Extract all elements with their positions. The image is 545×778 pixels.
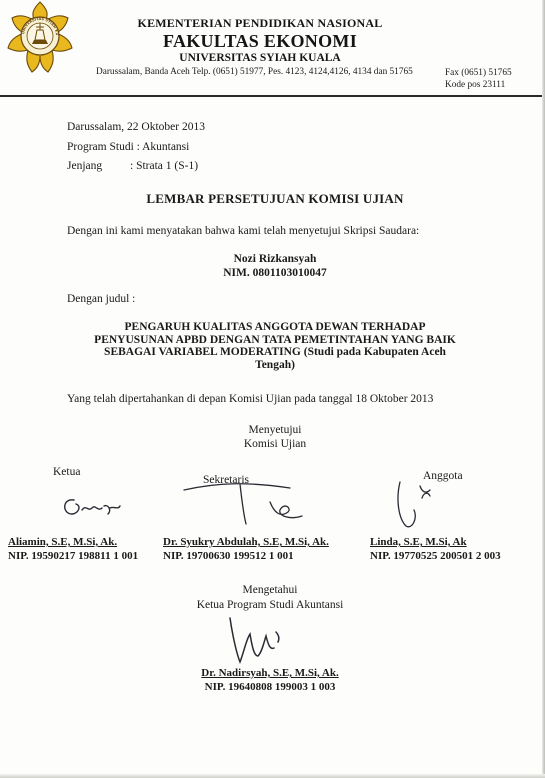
faculty-heading: FAKULTAS EKONOMI — [163, 31, 357, 51]
judul-label: Dengan judul : — [67, 293, 136, 305]
program-head-nip: NIP. 19640808 199003 1 003 — [204, 681, 336, 693]
thesis-title-line: PENYUSUNAN APBD DENGAN TATA PEMETINTAHAN YANG BAIK — [94, 333, 456, 346]
program-head-signature — [210, 612, 290, 668]
member-name: Linda, S.E, M.Si, Ak — [370, 536, 467, 548]
secretary-signature — [180, 472, 330, 532]
program-head-name: Dr. Nadirsyah, S.E, M.Si, Ak. — [201, 667, 339, 679]
secretary-name: Dr. Syukry Abdulah, S.E, M.Si, Ak. — [163, 536, 329, 548]
intro-text: Dengan ini kami menyatakan bahwa kami telah menyetujui Skripsi Saudara: — [67, 225, 420, 237]
level-value: : Strata 1 (S-1) — [130, 160, 199, 172]
secretary-nip: NIP. 19700630 199512 1 001 — [163, 550, 294, 562]
svg-text:UNIVERSITAS SYIAH KUALA: UNIVERSITAS SYIAH KU — [21, 16, 60, 36]
student-nim: NIM. 0801103010047 — [223, 267, 327, 279]
member-signature — [392, 478, 442, 538]
acknowledgement-heading: Mengetahui — [242, 584, 298, 596]
postal-code-line: Kode pos 23111 — [445, 80, 506, 90]
address-line: Darussalam, Banda Aceh Telp. (0651) 51977, Pes. 4123, 4124,4126, 4134 dan 51765 — [96, 67, 413, 77]
fax-postal — [445, 67, 512, 91]
approval-heading: Menyetujui — [248, 424, 302, 436]
document-title: LEMBAR PERSETUJUAN KOMISI UJIAN — [146, 191, 404, 206]
thesis-title-line: SEBAGAI VARIABEL MODERATING (Studi pada Kabupaten Aceh — [104, 346, 446, 358]
program-label — [67, 141, 189, 153]
program-label-text: Program Studi — [67, 141, 134, 153]
member-role: Anggota — [423, 470, 463, 482]
university-seal-icon — [2, 0, 78, 76]
thesis-title-line: PENGARUH KUALITAS ANGGOTA DEWAN TERHADAP — [124, 321, 426, 333]
committee-heading: Komisi Ujian — [243, 438, 307, 450]
program-head-title: Ketua Program Studi Akuntansi — [196, 599, 344, 611]
chair-role: Ketua — [53, 466, 81, 478]
program-value: : Akuntansi — [136, 141, 190, 153]
fax-line: Fax (0651) 51765 — [445, 68, 512, 78]
secretary-role: Sekretaris — [203, 474, 249, 486]
chair-nip: NIP. 19590217 198811 1 001 — [8, 550, 139, 562]
ministry-heading: KEMENTERIAN PENDIDIKAN NASIONAL — [137, 16, 383, 30]
header-divider — [0, 95, 545, 97]
thesis-title — [60, 321, 490, 371]
member-nip: NIP. 19770525 200501 2 003 — [370, 550, 501, 562]
level-label: Jenjang — [67, 160, 103, 172]
student-name: Nozi Rizkansyah — [233, 253, 317, 265]
place-date: Darussalam, 22 Oktober 2013 — [67, 121, 205, 133]
thesis-title-line: Tengah) — [255, 358, 295, 371]
defense-statement: Yang telah dipertahankan di depan Komisi Ujian pada tanggal 18 Oktober 2013 — [67, 393, 434, 405]
chair-name: Aliamin, S.E, M.Si, Ak. — [8, 536, 118, 548]
university-heading: UNIVERSITAS SYIAH KUALA — [179, 52, 341, 64]
chair-signature — [58, 492, 128, 530]
scan-bottom-shadow — [0, 774, 545, 778]
